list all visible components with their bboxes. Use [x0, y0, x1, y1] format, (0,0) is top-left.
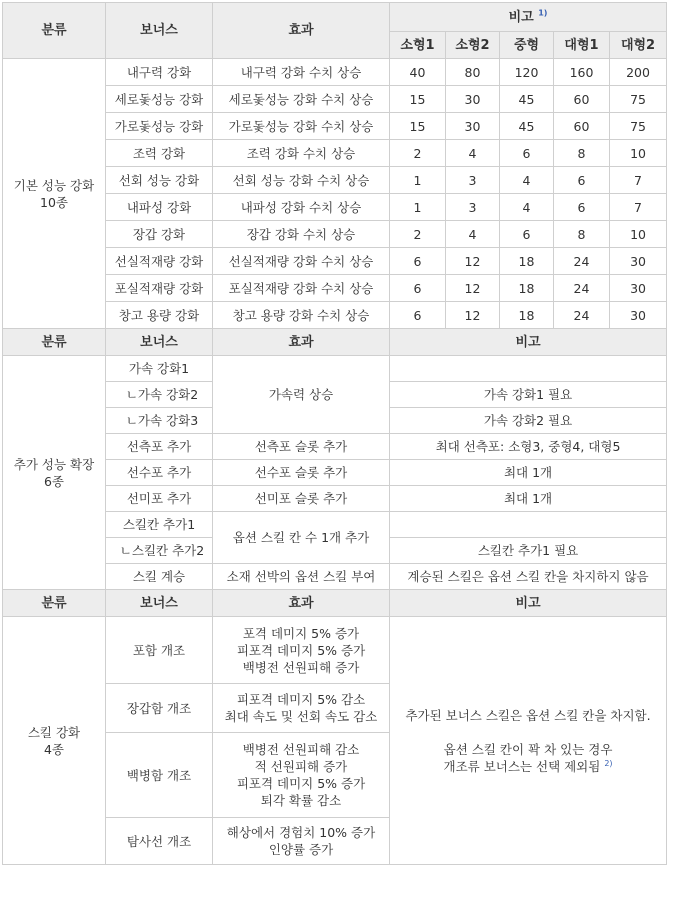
value-cell: 15 [390, 113, 446, 140]
value-cell: 3 [446, 194, 500, 221]
effect-cell: 백병전 선원피해 감소 적 선원피해 증가 피포격 데미지 5% 증가 퇴각 확률 감소 [213, 733, 390, 818]
value-cell: 4 [500, 194, 554, 221]
bonus-cell: 내구력 강화 [106, 59, 213, 86]
header-size-small2: 소형2 [446, 32, 500, 59]
effect-cell: 소재 선박의 옵션 스킬 부여 [213, 564, 390, 590]
bonus-cell: 스킬칸 추가1 [106, 512, 213, 538]
header-effect: 효과 [213, 3, 390, 59]
effect-cell: 포격 데미지 5% 증가 피포격 데미지 5% 증가 백병전 선원피해 증가 [213, 617, 390, 684]
bonus-cell: 선미포 추가 [106, 486, 213, 512]
bonus-cell: 선측포 추가 [106, 434, 213, 460]
ship-bonus-table [2, 2, 667, 865]
value-cell: 1 [390, 167, 446, 194]
note-cell: 가속 강화1 필요 [390, 382, 667, 408]
value-cell: 8 [554, 140, 610, 167]
note-cell: 최대 1개 [390, 460, 667, 486]
value-cell: 6 [554, 194, 610, 221]
value-cell: 160 [554, 59, 610, 86]
value-cell: 45 [500, 113, 554, 140]
value-cell: 80 [446, 59, 500, 86]
value-cell: 24 [554, 275, 610, 302]
note-cell: 최대 선측포: 소형3, 중형4, 대형5 [390, 434, 667, 460]
value-cell: 6 [390, 248, 446, 275]
header-bonus: 보너스 [106, 3, 213, 59]
effect-cell: 옵션 스킬 칸 수 1개 추가 [213, 512, 390, 564]
bonus-cell: 장갑함 개조 [106, 684, 213, 733]
value-cell: 45 [500, 86, 554, 113]
value-cell: 40 [390, 59, 446, 86]
value-cell: 30 [610, 248, 667, 275]
effect-cell: 선수포 슬롯 추가 [213, 460, 390, 486]
value-cell: 7 [610, 194, 667, 221]
value-cell: 200 [610, 59, 667, 86]
effect-cell: 가속력 상승 [213, 356, 390, 434]
value-cell: 12 [446, 275, 500, 302]
bonus-cell: 가로돛성능 강화 [106, 113, 213, 140]
value-cell: 60 [554, 113, 610, 140]
bonus-cell: 조력 강화 [106, 140, 213, 167]
header-category: 분류 [3, 3, 106, 59]
value-cell: 2 [390, 221, 446, 248]
value-cell: 4 [446, 140, 500, 167]
bonus-cell: 선수포 추가 [106, 460, 213, 486]
header-size-medium: 중형 [500, 32, 554, 59]
value-cell: 24 [554, 248, 610, 275]
table-row [3, 356, 667, 382]
effect-cell: 해상에서 경험치 10% 증가 인양률 증가 [213, 818, 390, 865]
value-cell: 3 [446, 167, 500, 194]
bonus-cell: 탐사선 개조 [106, 818, 213, 865]
header-effect: 효과 [213, 329, 390, 356]
value-cell: 18 [500, 275, 554, 302]
bonus-cell: ㄴ스킬칸 추가2 [106, 538, 213, 564]
bonus-cell: 창고 용량 강화 [106, 302, 213, 329]
value-cell: 120 [500, 59, 554, 86]
header-note: 비고 $^{1)}$ [390, 3, 667, 32]
note-cell [390, 356, 667, 382]
value-cell: 15 [390, 86, 446, 113]
note-cell: 가속 강화2 필요 [390, 408, 667, 434]
bonus-cell: ㄴ가속 강화3 [106, 408, 213, 434]
value-cell: 18 [500, 302, 554, 329]
value-cell: 30 [610, 302, 667, 329]
bonus-cell: 내파성 강화 [106, 194, 213, 221]
table-row [3, 617, 667, 684]
effect-cell: 세로돛성능 강화 수치 상승 [213, 86, 390, 113]
value-cell: 6 [500, 221, 554, 248]
bonus-cell: 선실적재량 강화 [106, 248, 213, 275]
note-cell: 추가된 보너스 스킬은 옵션 스킬 칸을 차지함. 옵션 스킬 칸이 꽉 차 있는 경우 개조류 보너스는 선택 제외됨 $^{2)}$ [390, 617, 667, 865]
header-category: 분류 [3, 590, 106, 617]
value-cell: 1 [390, 194, 446, 221]
bonus-cell: 가속 강화1 [106, 356, 213, 382]
effect-cell: 선미포 슬롯 추가 [213, 486, 390, 512]
value-cell: 8 [554, 221, 610, 248]
effect-cell: 장갑 강화 수치 상승 [213, 221, 390, 248]
bonus-cell: 포실적재량 강화 [106, 275, 213, 302]
bonus-cell: 세로돛성능 강화 [106, 86, 213, 113]
header-note: 비고 [390, 590, 667, 617]
effect-cell: 포실적재량 강화 수치 상승 [213, 275, 390, 302]
effect-cell: 선실적재량 강화 수치 상승 [213, 248, 390, 275]
bonus-cell: 백병함 개조 [106, 733, 213, 818]
effect-cell: 가로돛성능 강화 수치 상승 [213, 113, 390, 140]
note-cell: 스킬칸 추가1 필요 [390, 538, 667, 564]
footnote-link-2[interactable]: 2) [604, 758, 613, 768]
effect-cell: 조력 강화 수치 상승 [213, 140, 390, 167]
value-cell: 6 [554, 167, 610, 194]
value-cell: 24 [554, 302, 610, 329]
value-cell: 75 [610, 86, 667, 113]
header-effect: 효과 [213, 590, 390, 617]
bonus-cell: 스킬 계승 [106, 564, 213, 590]
category-basic: 기본 성능 강화 10종 [3, 59, 106, 329]
footnote-link-1[interactable]: 1) [538, 8, 548, 18]
note-cell: 최대 1개 [390, 486, 667, 512]
value-cell: 4 [500, 167, 554, 194]
category-extra: 추가 성능 확장 6종 [3, 356, 106, 590]
value-cell: 12 [446, 248, 500, 275]
note-cell: 계승된 스킬은 옵션 스킬 칸을 차지하지 않음 [390, 564, 667, 590]
header-bonus: 보너스 [106, 329, 213, 356]
value-cell: 6 [390, 302, 446, 329]
header-note: 비고 [390, 329, 667, 356]
header-bonus: 보너스 [106, 590, 213, 617]
value-cell: 7 [610, 167, 667, 194]
category-skill: 스킬 강화 4종 [3, 617, 106, 865]
effect-cell: 창고 용량 강화 수치 상승 [213, 302, 390, 329]
value-cell: 4 [446, 221, 500, 248]
table-row [3, 59, 667, 86]
value-cell: 10 [610, 140, 667, 167]
header-size-large2: 대형2 [610, 32, 667, 59]
value-cell: 30 [610, 275, 667, 302]
value-cell: 2 [390, 140, 446, 167]
value-cell: 6 [390, 275, 446, 302]
header-category: 분류 [3, 329, 106, 356]
value-cell: 10 [610, 221, 667, 248]
value-cell: 30 [446, 113, 500, 140]
value-cell: 6 [500, 140, 554, 167]
note-cell [390, 512, 667, 538]
bonus-cell: 포함 개조 [106, 617, 213, 684]
value-cell: 18 [500, 248, 554, 275]
bonus-cell: ㄴ가속 강화2 [106, 382, 213, 408]
effect-cell: 피포격 데미지 5% 감소 최대 속도 및 선회 속도 감소 [213, 684, 390, 733]
bonus-cell: 선회 성능 강화 [106, 167, 213, 194]
header-size-small1: 소형1 [390, 32, 446, 59]
header-size-large1: 대형1 [554, 32, 610, 59]
bonus-cell: 장갑 강화 [106, 221, 213, 248]
effect-cell: 내파성 강화 수치 상승 [213, 194, 390, 221]
value-cell: 30 [446, 86, 500, 113]
value-cell: 75 [610, 113, 667, 140]
value-cell: 60 [554, 86, 610, 113]
effect-cell: 내구력 강화 수치 상승 [213, 59, 390, 86]
effect-cell: 선측포 슬롯 추가 [213, 434, 390, 460]
value-cell: 12 [446, 302, 500, 329]
effect-cell: 선회 성능 강화 수치 상승 [213, 167, 390, 194]
